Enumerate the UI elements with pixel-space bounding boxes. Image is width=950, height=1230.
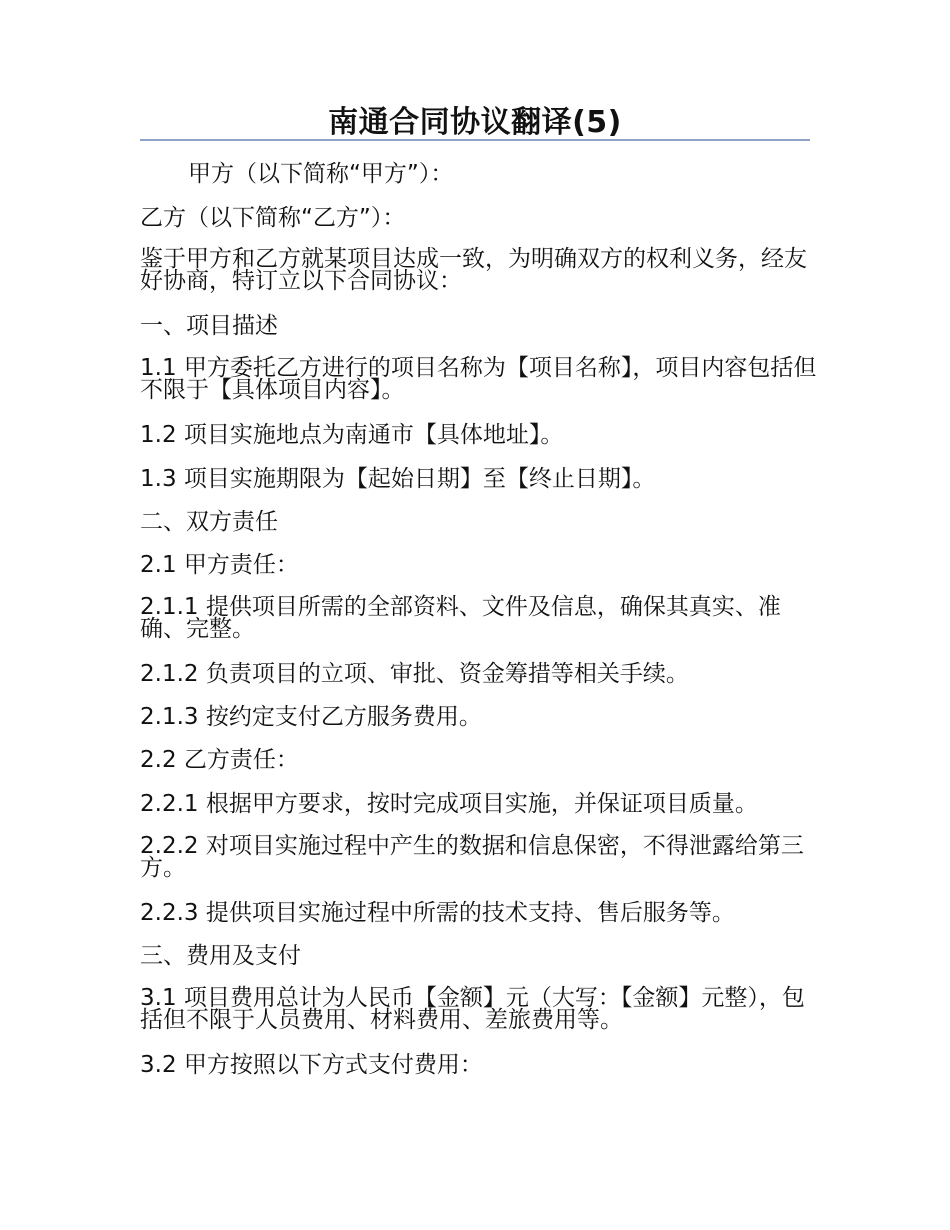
clause-1-2: 1.2 项目实施地点为南通市【具体地址】。 bbox=[140, 422, 564, 448]
party-b-line: 乙方（以下简称“乙方”）： bbox=[140, 205, 406, 231]
clause-2-2-1: 2.2.1 根据甲方要求，按时完成项目实施，并保证项目质量。 bbox=[140, 791, 758, 817]
clause-2-2: 2.2 乙方责任： bbox=[140, 747, 299, 773]
clause-3-2: 3.2 甲方按照以下方式支付费用： bbox=[140, 1052, 483, 1078]
section-3-heading: 三、费用及支付 bbox=[140, 943, 301, 969]
clause-2-2-2: 2.2.2 对项目实施过程中产生的数据和信息保密，不得泄露给第三方。 bbox=[140, 833, 804, 881]
section-2-heading: 二、双方责任 bbox=[140, 509, 278, 535]
clause-2-2-3: 2.2.3 提供项目实施过程中所需的技术支持、售后服务等。 bbox=[140, 900, 735, 926]
clause-2-1-1: 2.1.1 提供项目所需的全部资料、文件及信息，确保其真实、准确、完整。 bbox=[140, 594, 781, 642]
document-title: 南通合同协议翻译(5) bbox=[328, 105, 622, 140]
clause-1-1: 1.1 甲方委托乙方进行的项目名称为【项目名称】，项目内容包括但不限于【具体项目内容】。 bbox=[140, 355, 817, 403]
clause-2-1: 2.1 甲方责任： bbox=[140, 552, 299, 578]
clause-3-1: 3.1 项目费用总计为人民币【金额】元（大写：【金额】元整），包括但不限于人员费用、材料费用、差旅费用等。 bbox=[140, 985, 805, 1033]
party-a-line: 甲方（以下简称“甲方”）： bbox=[188, 161, 454, 187]
preamble-paragraph: 鉴于甲方和乙方就某项目达成一致，为明确双方的权利义务，经友好协商，特订立以下合同协议： bbox=[140, 246, 807, 294]
clause-2-1-3: 2.1.3 按约定支付乙方服务费用。 bbox=[140, 704, 482, 730]
clause-1-3: 1.3 项目实施期限为【起始日期】至【终止日期】。 bbox=[140, 466, 656, 492]
section-1-heading: 一、项目描述 bbox=[140, 313, 278, 339]
title-underline bbox=[140, 139, 810, 141]
clause-2-1-2: 2.1.2 负责项目的立项、审批、资金筹措等相关手续。 bbox=[140, 661, 689, 687]
